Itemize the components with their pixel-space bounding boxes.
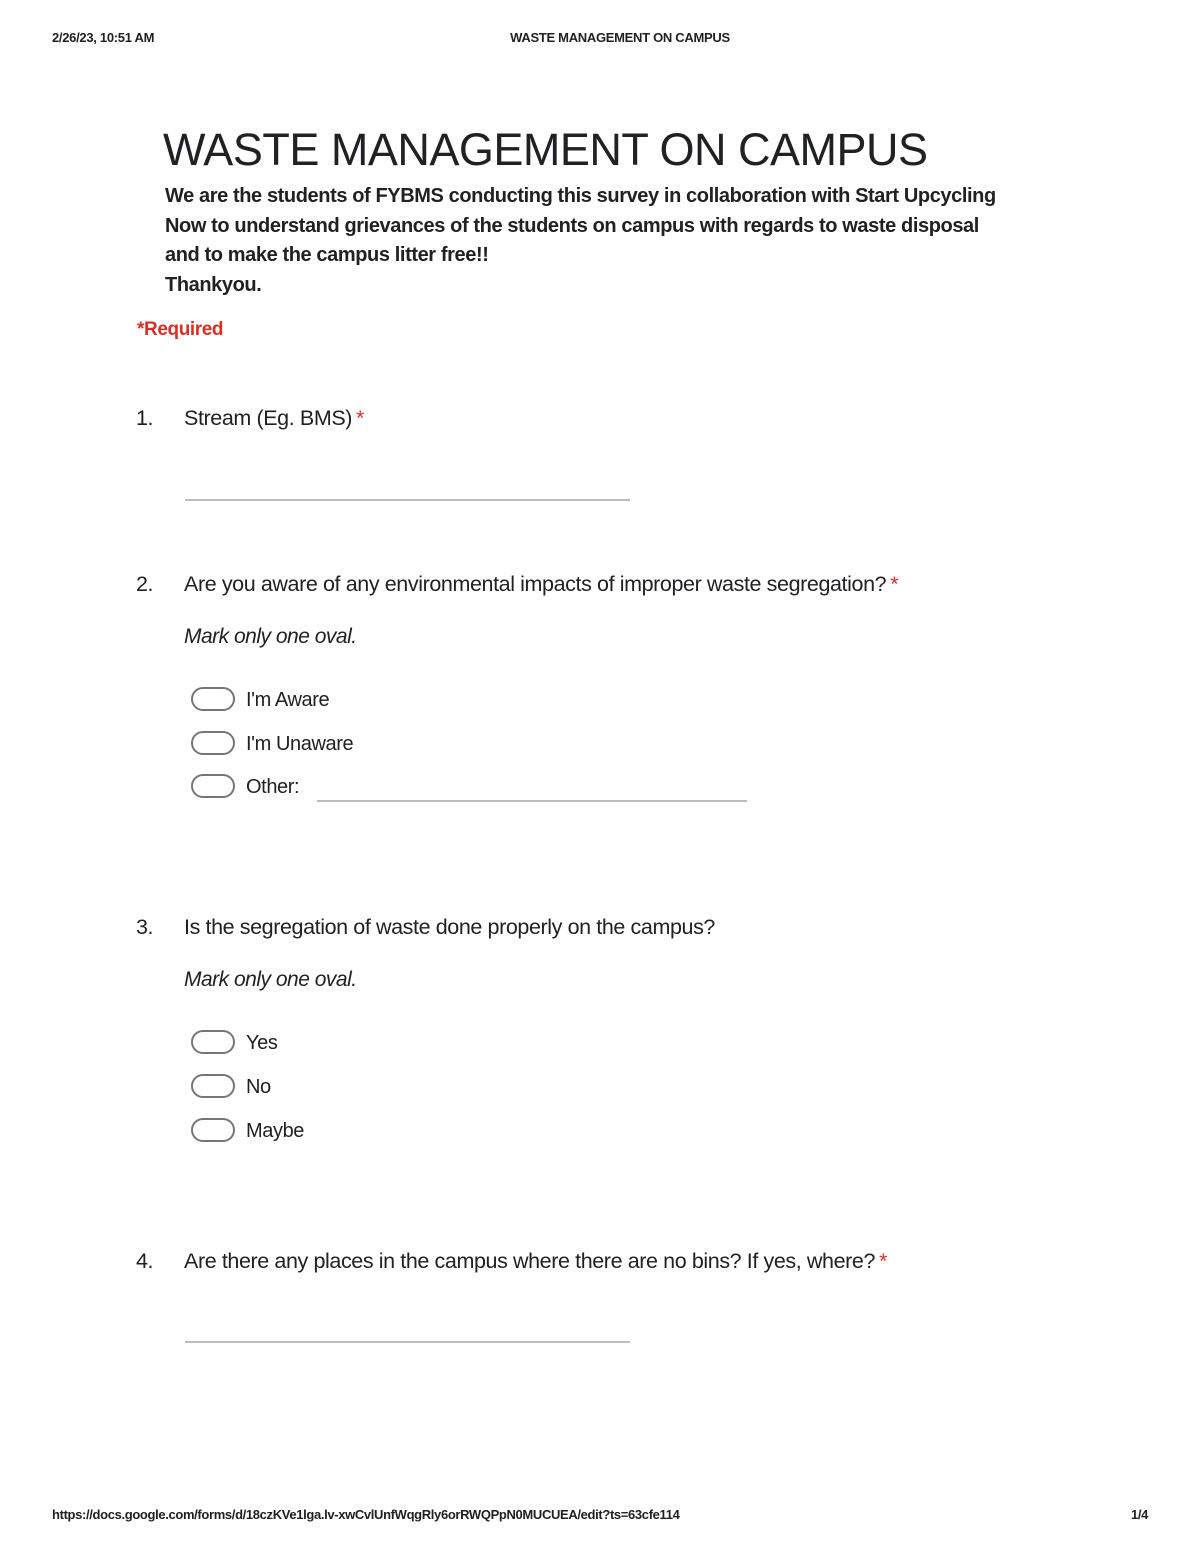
form-description bbox=[165, 182, 1045, 301]
question-number: 3. bbox=[136, 915, 154, 939]
required-asterisk: * bbox=[890, 572, 899, 596]
required-note: *Required bbox=[137, 319, 224, 340]
question-text: Is the segregation of waste done properly on the campus? bbox=[184, 915, 715, 939]
question-1 bbox=[136, 403, 1076, 433]
other-text-input[interactable] bbox=[317, 800, 747, 802]
description-line: Thankyou. bbox=[165, 274, 262, 297]
question-number: 1. bbox=[136, 406, 154, 430]
page-number: 1/4 bbox=[1130, 1507, 1148, 1522]
option-label: I'm Aware bbox=[246, 689, 330, 711]
question-4 bbox=[136, 1246, 1076, 1276]
option-no[interactable] bbox=[191, 1072, 791, 1102]
option-label: No bbox=[246, 1076, 271, 1098]
question-header bbox=[136, 912, 1076, 942]
option-unaware[interactable] bbox=[191, 729, 791, 759]
question-header bbox=[136, 569, 1076, 599]
question-2 bbox=[136, 569, 1076, 798]
option-label: Yes bbox=[246, 1032, 278, 1054]
required-asterisk: * bbox=[879, 1249, 888, 1273]
option-aware[interactable] bbox=[191, 685, 791, 715]
form-title: WASTE MANAGEMENT ON CAMPUS bbox=[163, 124, 928, 175]
option-other[interactable] bbox=[191, 772, 791, 802]
radio-oval[interactable] bbox=[191, 731, 235, 755]
print-datetime: 2/26/23, 10:51 AM bbox=[52, 30, 155, 45]
question-hint: Mark only one oval. bbox=[184, 625, 357, 648]
stream-answer-input[interactable] bbox=[185, 499, 630, 501]
required-asterisk: * bbox=[356, 406, 364, 430]
print-header-title: WASTE MANAGEMENT ON CAMPUS bbox=[510, 30, 730, 45]
option-label: I'm Unaware bbox=[246, 733, 354, 755]
question-hint: Mark only one oval. bbox=[184, 968, 357, 991]
question-header bbox=[136, 1246, 1076, 1276]
question-title bbox=[184, 1246, 887, 1276]
option-yes[interactable] bbox=[191, 1028, 791, 1058]
question-text: Are there any places in the campus where there are no bins? If yes, where? bbox=[184, 1249, 876, 1273]
radio-oval[interactable] bbox=[191, 1118, 235, 1142]
question-text: Are you aware of any environmental impacts of improper waste segregation? bbox=[184, 572, 887, 596]
print-header bbox=[52, 30, 1148, 50]
question-title bbox=[184, 403, 364, 433]
question-3 bbox=[136, 912, 1076, 1142]
question-number: 4. bbox=[136, 1249, 154, 1273]
description-line: and to make the campus litter free!! bbox=[165, 244, 489, 267]
option-label: Maybe bbox=[246, 1120, 305, 1142]
description-line: Now to understand grievances of the students on campus with regards to waste disposal bbox=[165, 214, 979, 237]
radio-oval[interactable] bbox=[191, 1030, 235, 1054]
print-footer bbox=[52, 1507, 1148, 1527]
question-number: 2. bbox=[136, 572, 154, 596]
question-title bbox=[184, 912, 715, 942]
no-bins-answer-input[interactable] bbox=[185, 1341, 630, 1343]
option-label: Other: bbox=[246, 776, 300, 798]
radio-oval[interactable] bbox=[191, 1074, 235, 1098]
option-maybe[interactable] bbox=[191, 1116, 791, 1146]
question-header bbox=[136, 403, 1076, 433]
radio-oval[interactable] bbox=[191, 687, 235, 711]
radio-oval[interactable] bbox=[191, 774, 235, 798]
description-line: We are the students of FYBMS conducting this survey in collaboration with Start Upcycling bbox=[165, 185, 996, 207]
question-text: Stream (Eg. BMS) bbox=[184, 406, 353, 430]
print-footer-url: https://docs.google.com/forms/d/18czKVe1lga.lv-xwCvlUnfWqgRly6orRWQPpN0MUCUEA/edit?ts=63cfe114 bbox=[52, 1507, 680, 1522]
question-title bbox=[184, 569, 898, 599]
